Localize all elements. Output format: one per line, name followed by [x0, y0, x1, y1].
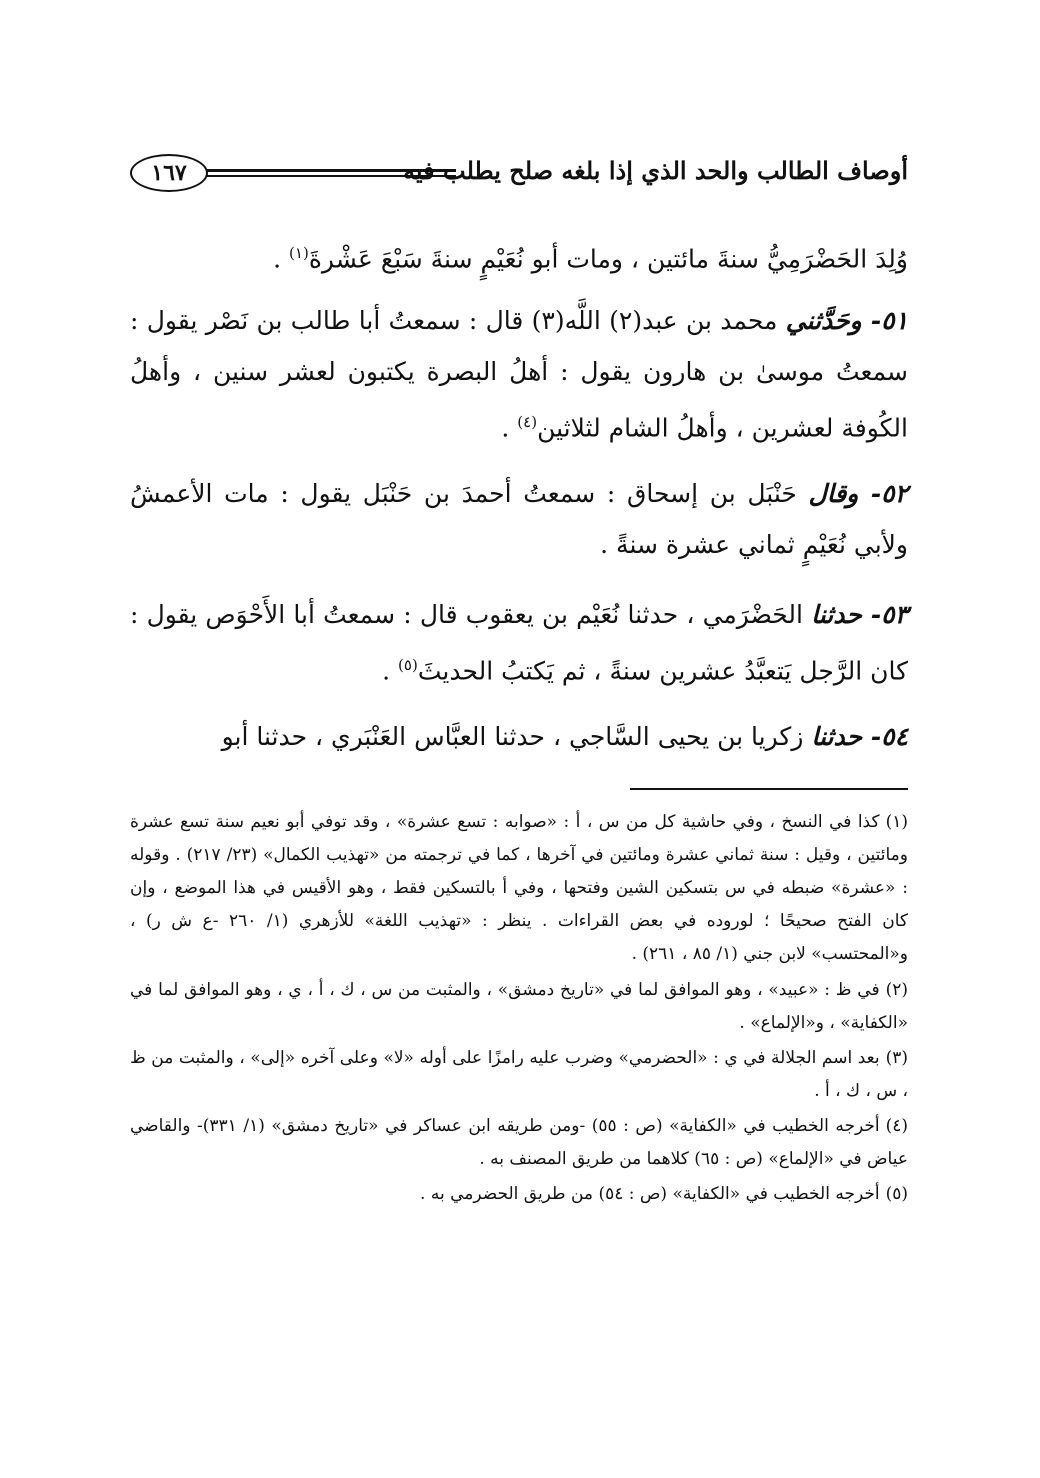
- paragraph-text: الحَضْرَمي ، حدثنا نُعَيْم بن يعقوب قال : سمعتُ أبا الأَحْوَص يقول : كان الرَّجل يَتعبَّدُ عشرين سنةً ، ثم يَكتبُ الحديثَ: [130, 600, 908, 686]
- footnote-number: (٢): [885, 980, 908, 1000]
- running-header: [130, 150, 908, 200]
- paragraph-text: محمد بن عبد(٢) اللَّه(٣) قال : سمعتُ أبا طالب بن نَصْر يقول : سمعتُ موسىٰ بن هارون يقول : أهلُ البصرة يكتبون لعشر سنين ، وأهلُ الكُوفة لعشرين ، وأهلُ الشام لثلاثين: [130, 306, 908, 443]
- footnote-text: أخرجه الخطيب في «الكفاية» (ص : ٥٤) من طريق الحضرمي به .: [420, 1184, 880, 1204]
- footnote: [130, 1042, 908, 1108]
- footnote: [130, 1178, 908, 1211]
- footnote-separator: [630, 788, 908, 790]
- paragraph-text: حَنْبَل بن إسحاق : سمعتُ أحمدَ بن حَنْبَل يقول : مات الأعمشُ ولأبي نُعَيْمٍ ثماني عشرة سنةً: [130, 479, 908, 559]
- paragraph-lead: ٥٣- حدثنا: [811, 600, 908, 629]
- paragraph-text: زكريا بن يحيى السَّاجي ، حدثنا العبَّاس العَنْبَري ، حدثنا أبو: [221, 722, 812, 751]
- paragraph: ٥١- وحَدَّثني محمد بن عبد(٢) اللَّه(٣) قال : سمعتُ أبا طالب بن نَصْر يقول : سمعتُ موسىٰ بن هارون يقول : أهلُ البصرة يكتبون لعشر سنين ، وأهلُ الكُوفة لعشرين ، وأهلُ الشام لثلاثين$^{(٤)}$ .: [130, 306, 908, 443]
- footnote: [130, 1110, 908, 1176]
- footnote-number: (٤): [885, 1116, 909, 1136]
- footnote-ref: (١): [289, 244, 309, 262]
- footnote-number: (١): [885, 812, 909, 832]
- header-title: أوصاف الطالب والحد الذي إذا بلغه صلح يطلب فيه: [403, 156, 908, 185]
- footnote-text: بعد اسم الجلالة في ي : «الحضرمي» وضرب عليه رامزًا على أوله «لا» وعلى آخره «إلى» ، والمثبت من ظ ، س ، ك ، أ .: [130, 1048, 908, 1101]
- paragraph-lead: ٥١- وحَدَّثني: [785, 306, 908, 335]
- paragraph: وُلِدَ الحَضْرَمِيُّ سنةَ مائتين ، ومات أبو نُعَيْمٍ سنةَ سَبْعَ عَشْرةَ$^{(١)}$ .: [273, 244, 908, 274]
- paragraph-lead: ٥٤- حدثنا: [811, 722, 908, 751]
- footnote-ref: (٤): [517, 413, 538, 431]
- footnote-number: (٣): [885, 1048, 908, 1068]
- footnote-ref: (٥): [398, 656, 418, 674]
- paragraph: ٥٢- وقال حَنْبَل بن إسحاق : سمعتُ أحمدَ بن حَنْبَل يقول : مات الأعمشُ ولأبي نُعَيْمٍ ثماني عشرة سنةً .: [130, 479, 908, 559]
- footnote: [130, 806, 908, 971]
- paragraph: ٥٣- حدثنا الحَضْرَمي ، حدثنا نُعَيْم بن يعقوب قال : سمعتُ أبا الأَحْوَص يقول : كان الرَّجل يَتعبَّدُ عشرين سنةً ، ثم يَكتبُ الحديثَ$^{(٥)}$ .: [130, 600, 908, 686]
- footnote-text: كذا في النسخ ، وفي حاشية كل من س ، أ : «صوابه : تسع عشرة» ، وقد توفي أبو نعيم سنة تسع عشرة ومائتين ، وقيل : سنة ثماني عشرة ومائتين في آخرها ، كما في ترجمته من «تهذيب الكمال» (٢٣/ ٢١٧) . وقوله : «عشرة» ضبطه في س بتسكين الشين وفتحها ، وفي أ بالتسكين فقط ، وهو الأقيس في هذا الموضع ، وإن كان الفتح صحيحًا ؛ لوروده في بعض القراءات . ينظر : «تهذيب اللغة» للأزهري (١/ ٢٦٠ -ع ش ر) ، و«المحتسب» لابن جني (١/ ٨٥ ، ٢٦١) .: [130, 812, 908, 964]
- footnote-number: (٥): [885, 1184, 908, 1204]
- paragraph-text: وُلِدَ الحَضْرَمِيُّ سنةَ مائتين ، ومات أبو نُعَيْمٍ سنةَ سَبْعَ عَشْرةَ: [308, 244, 908, 274]
- footnote: [130, 974, 908, 1040]
- paragraph-lead: ٥٢- وقال: [808, 479, 908, 508]
- paragraph: [130, 711, 908, 762]
- page-number: ١٦٧: [130, 154, 208, 192]
- footnote-text: أخرجه الخطيب في «الكفاية» (ص : ٥٥) -ومن طريقه ابن عساكر في «تاريخ دمشق» (١/ ٣٣١)- والقاضي عياض في «الإلماع» (ص : ٦٥) كلاهما من طريق المصنف به .: [130, 1116, 908, 1169]
- footnote-text: في ظ : «عبيد» ، وهو الموافق لما في «تاريخ دمشق» ، والمثبت من س ، ك ، أ ، ي ، وهو الموافق لما في «الكفاية» ، و«الإلماع» .: [130, 980, 908, 1033]
